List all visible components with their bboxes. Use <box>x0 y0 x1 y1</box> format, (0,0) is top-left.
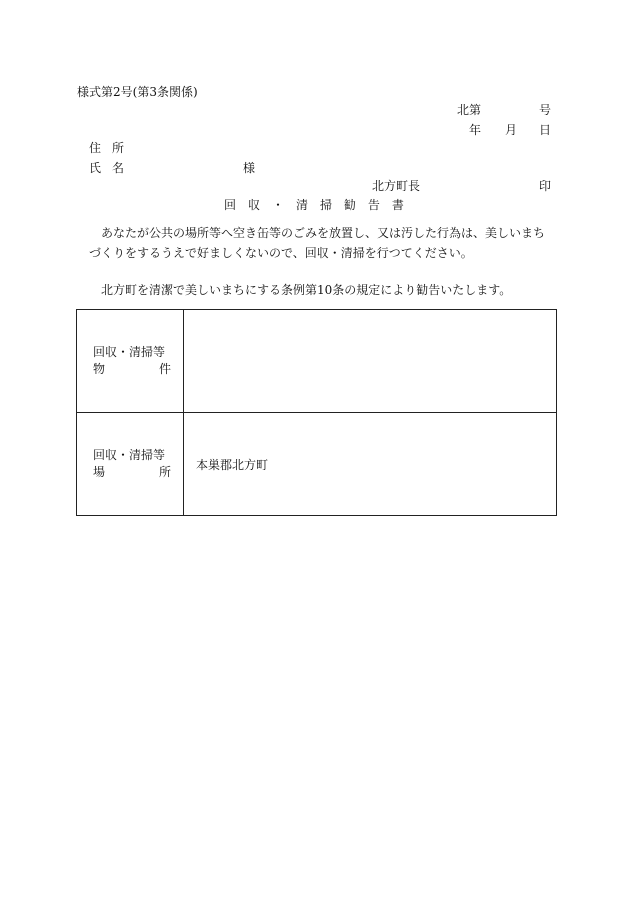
location-label-char-2: 所 <box>158 465 171 479</box>
items-label <box>93 344 171 378</box>
recommendation-table <box>76 309 557 516</box>
doc-number-prefix: 北第 <box>457 103 482 117</box>
title-char: 収 <box>247 198 260 212</box>
title-char: 書 <box>391 198 404 212</box>
items-label-char-1: 物 <box>93 362 106 376</box>
location-value: 本巣郡北方町 <box>196 457 269 472</box>
items-label-char-2: 件 <box>158 362 171 376</box>
date-month-label: 月 <box>505 123 518 137</box>
title-char: ・ <box>271 198 284 212</box>
items-label-line-1: 回収・清掃等 <box>93 345 166 359</box>
title-char: 勧 <box>343 198 356 212</box>
honorific: 様 <box>243 161 256 175</box>
table-row <box>77 413 557 516</box>
date-year-label: 年 <box>469 123 482 137</box>
address-label-char-2: 所 <box>112 141 125 155</box>
issuer-name: 北方町長 <box>372 179 421 193</box>
legal-basis-text: 北方町を清潔で美しいまちにする条例第10条の規定により勧告いたします。 <box>101 283 512 297</box>
form-number: 様式第2号(第3条関係) <box>77 85 198 99</box>
date-day-label: 日 <box>539 123 552 137</box>
body-text-line-2: づくりをするうえで好ましくないので、回収・清掃を行つてください。 <box>89 246 473 260</box>
items-label-cell <box>77 310 184 413</box>
name-label-char-2: 名 <box>112 161 125 175</box>
location-label-line-2 <box>93 464 171 481</box>
address-label-char-1: 住 <box>89 141 102 155</box>
document-title <box>224 199 404 211</box>
name-label-char-1: 氏 <box>89 161 102 175</box>
body-text-line-1: あなたが公共の場所等へ空き缶等のごみを放置し、又は汚した行為は、美しいまち <box>101 226 546 240</box>
location-value-cell <box>184 413 557 516</box>
items-value-cell <box>184 310 557 413</box>
table-row <box>77 310 557 413</box>
items-label-line-2 <box>93 361 171 378</box>
location-label <box>93 447 171 481</box>
location-label-char-1: 場 <box>93 465 106 479</box>
title-char: 回 <box>224 198 237 212</box>
seal-mark: 印 <box>539 179 552 193</box>
location-label-cell <box>77 413 184 516</box>
title-char: 掃 <box>319 198 332 212</box>
title-char: 告 <box>367 198 380 212</box>
title-char: 清 <box>295 198 308 212</box>
location-label-line-1: 回収・清掃等 <box>93 448 166 462</box>
doc-number-suffix: 号 <box>539 103 552 117</box>
